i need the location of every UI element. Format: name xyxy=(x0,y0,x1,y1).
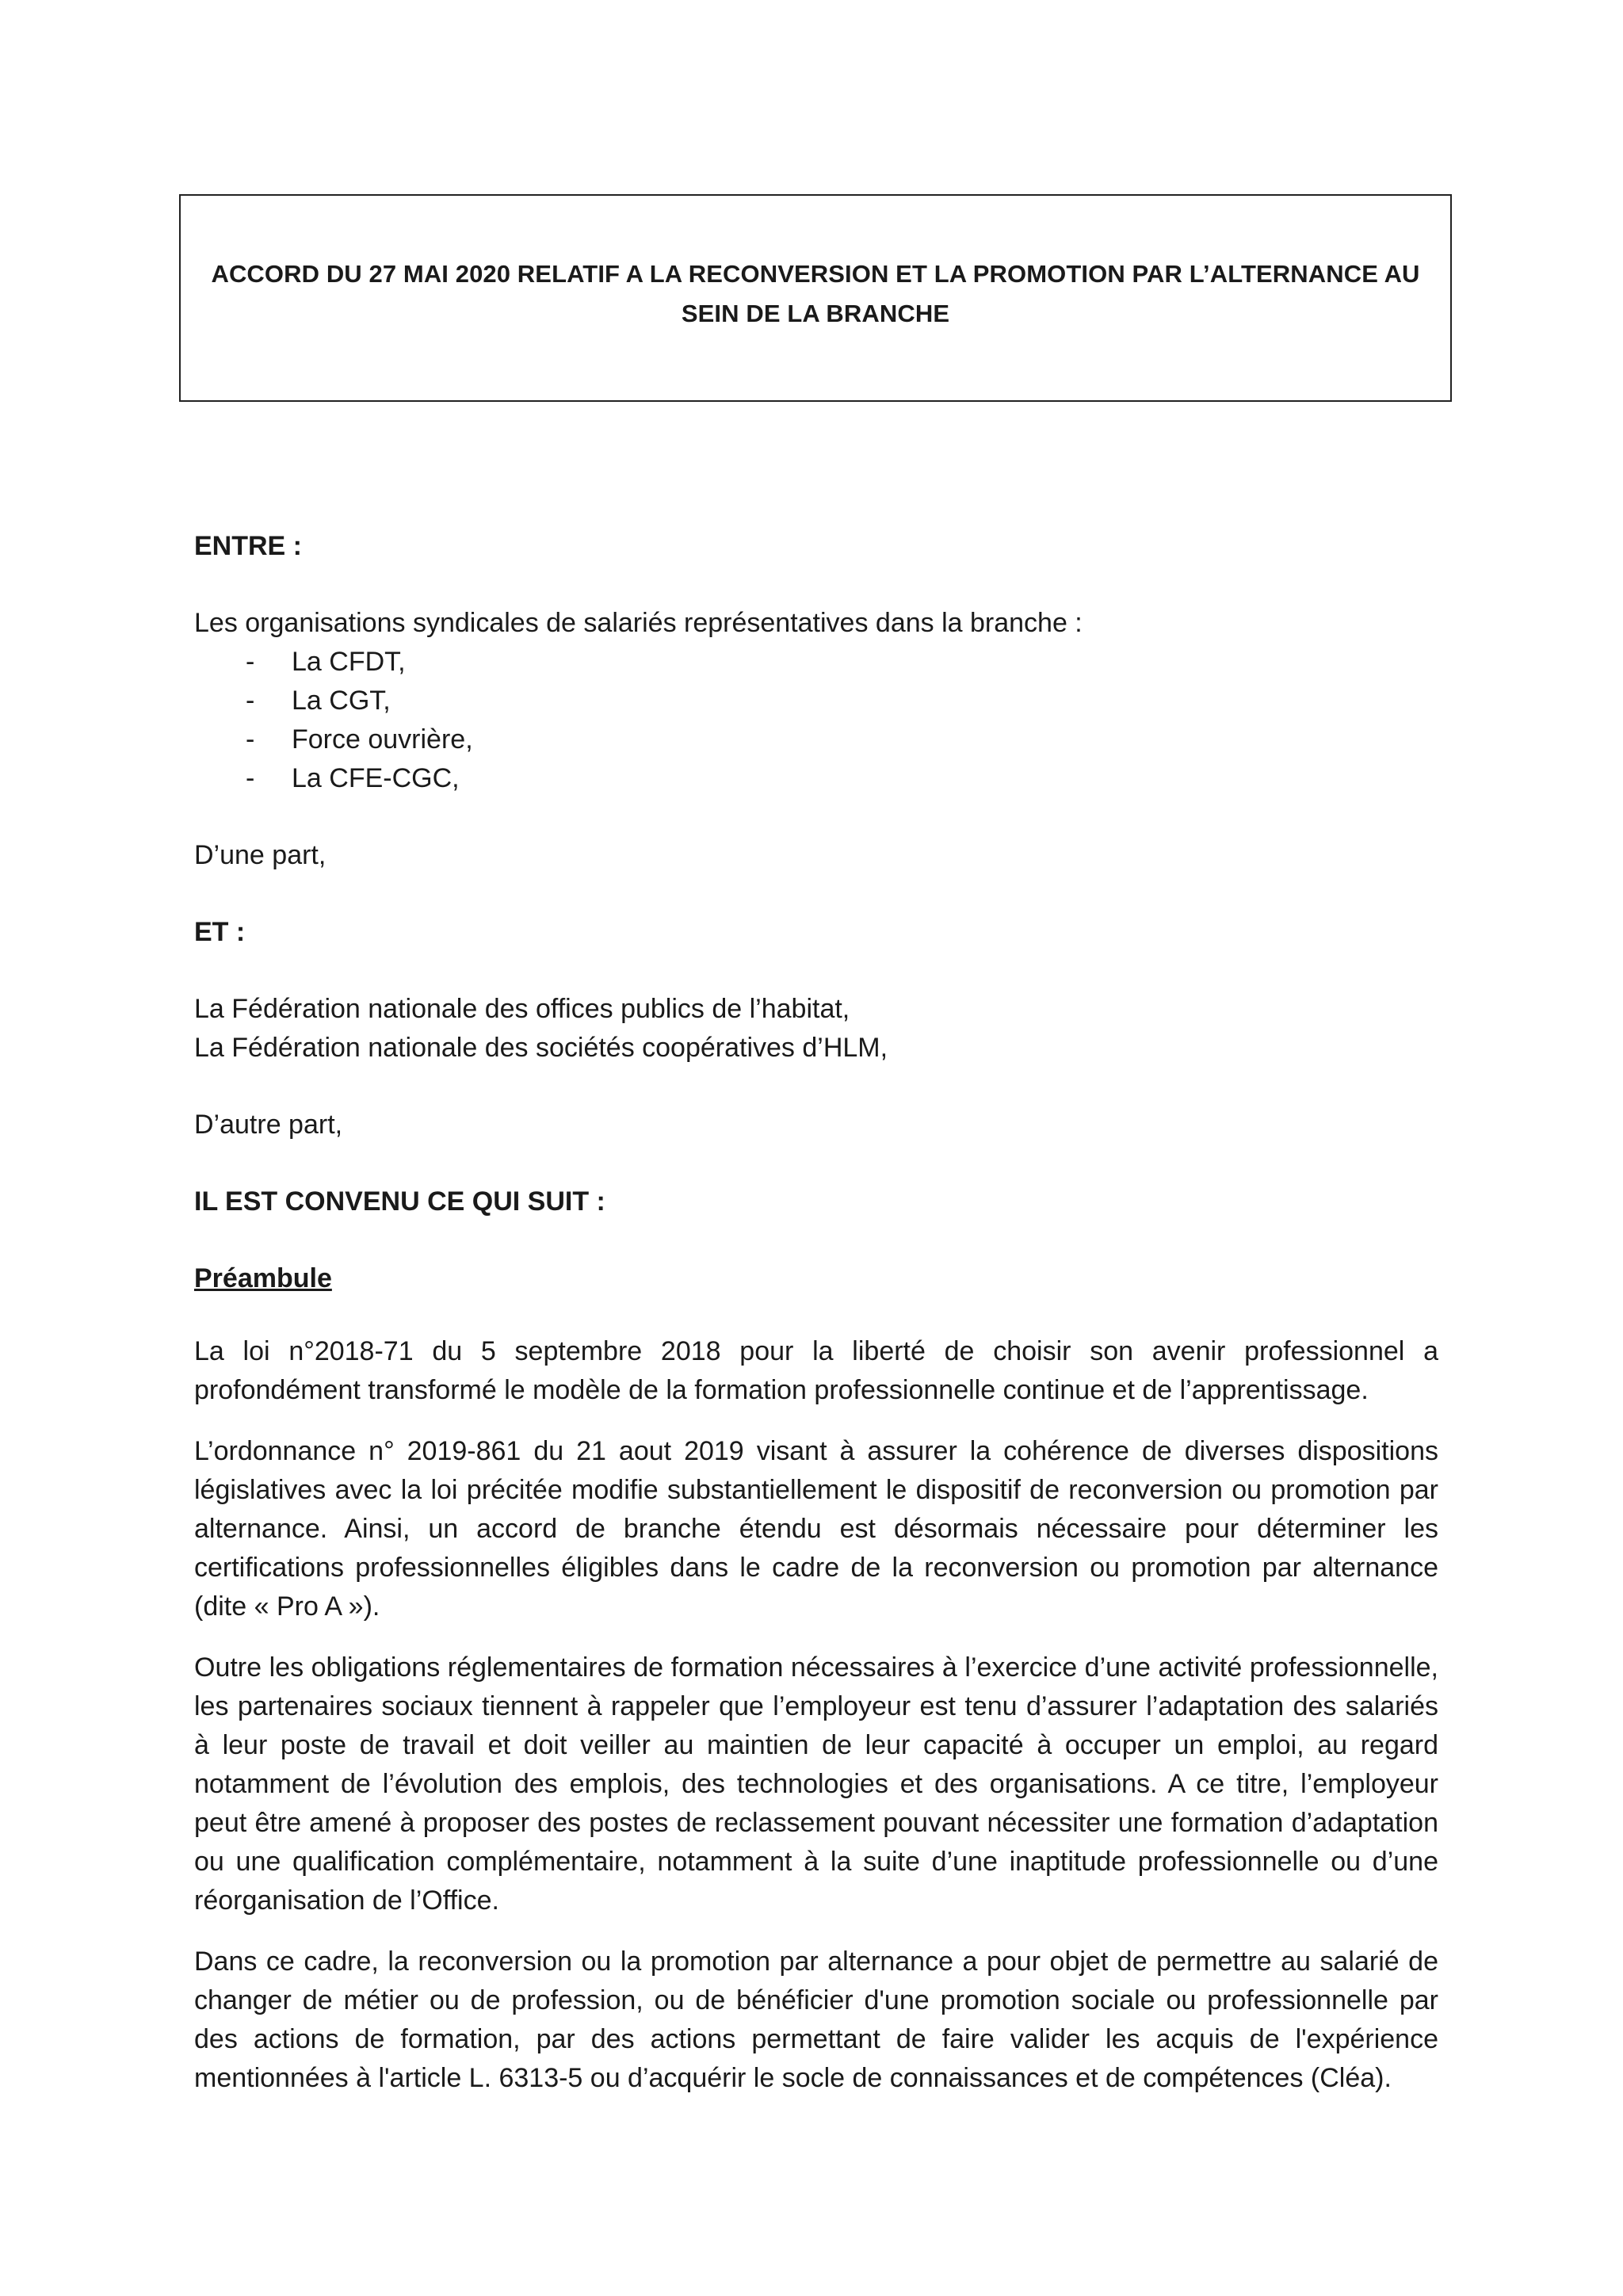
syndicat-cfe-cgc: La CFE-CGC, xyxy=(292,763,460,793)
federation-offices: La Fédération nationale des offices publics de l’habitat, xyxy=(194,994,850,1024)
syndicat-cfdt: La CFDT, xyxy=(292,647,406,677)
d-autre-part: D’autre part, xyxy=(194,1110,343,1140)
list-item xyxy=(246,759,1438,798)
et-label: ET : xyxy=(194,917,246,947)
list-dash: - xyxy=(246,763,255,793)
preambule-paragraph-1: La loi n°2018-71 du 5 septembre 2018 pour la liberté de choisir son avenir professionnel a profondément transformé le modèle de la formation professionnelle continue et de l’apprentissage. xyxy=(194,1336,1438,1405)
preambule-heading: Préambule xyxy=(194,1263,332,1293)
preambule-paragraph-3: Outre les obligations réglementaires de formation nécessaires à l’exercice d’une activité professionnelle, les partenaires sociaux tiennent à rappeler que l’employeur est tenu d’assurer l’adaptation des salariés à leur poste de travail et doit veiller au maintien de leur capacité à occuper un emploi, au regard notamment de l’évolution des emplois, des technologies et des organisations. A ce titre, l’employeur peut être amené à proposer des postes de reclassement pouvant nécessiter une formation d’adaptation ou une qualification complémentaire, notamment à la suite d’une inaptitude professionnelle ou d’une réorganisation de l’Office. xyxy=(194,1652,1438,1916)
preambule-paragraph-2: L’ordonnance n° 2019-861 du 21 aout 2019 visant à assurer la cohérence de diverses dispositions législatives avec la loi précitée modifie substantiellement le dispositif de reconversion ou promotion par alternance. Ainsi, un accord de branche étendu est désormais nécessaire pour déterminer les certifications professionnelles éligibles dans le cadre de la reconversion ou promotion par alternance (dite « Pro A »). xyxy=(194,1436,1438,1622)
list-item xyxy=(246,720,1438,759)
federation-cooperatives: La Fédération nationale des sociétés coopératives d’HLM, xyxy=(194,1033,888,1063)
document-title: ACCORD DU 27 MAI 2020 RELATIF A LA RECONVERSION ET LA PROMOTION PAR L’ALTERNANCE AU SEIN DE LA BRANCHE xyxy=(211,260,1420,327)
document-body xyxy=(194,527,1438,2098)
list-dash: - xyxy=(246,647,255,677)
list-dash: - xyxy=(246,724,255,755)
syndicat-fo: Force ouvrière, xyxy=(292,724,473,755)
convenu-heading: IL EST CONVENU CE QUI SUIT : xyxy=(194,1186,605,1217)
syndicat-cgt: La CGT, xyxy=(292,686,391,716)
entre-label: ENTRE : xyxy=(194,531,302,561)
syndicats-list xyxy=(194,643,1438,798)
list-item xyxy=(246,643,1438,682)
preambule-paragraph-4: Dans ce cadre, la reconversion ou la promotion par alternance a pour objet de permettre au salarié de changer de métier ou de profession, ou de bénéficier d'une promotion sociale ou professionnelle par des actions de formation, par des actions permettant de faire valider les acquis de l'expérience mentionnées à l'article L. 6313-5 ou d’acquérir le socle de connaissances et de compétences (Cléa). xyxy=(194,1946,1438,2093)
d-une-part: D’une part, xyxy=(194,840,327,870)
list-dash: - xyxy=(246,686,255,716)
syndicats-intro: Les organisations syndicales de salariés représentatives dans la branche : xyxy=(194,608,1083,638)
title-box xyxy=(179,194,1452,402)
list-item xyxy=(246,682,1438,720)
